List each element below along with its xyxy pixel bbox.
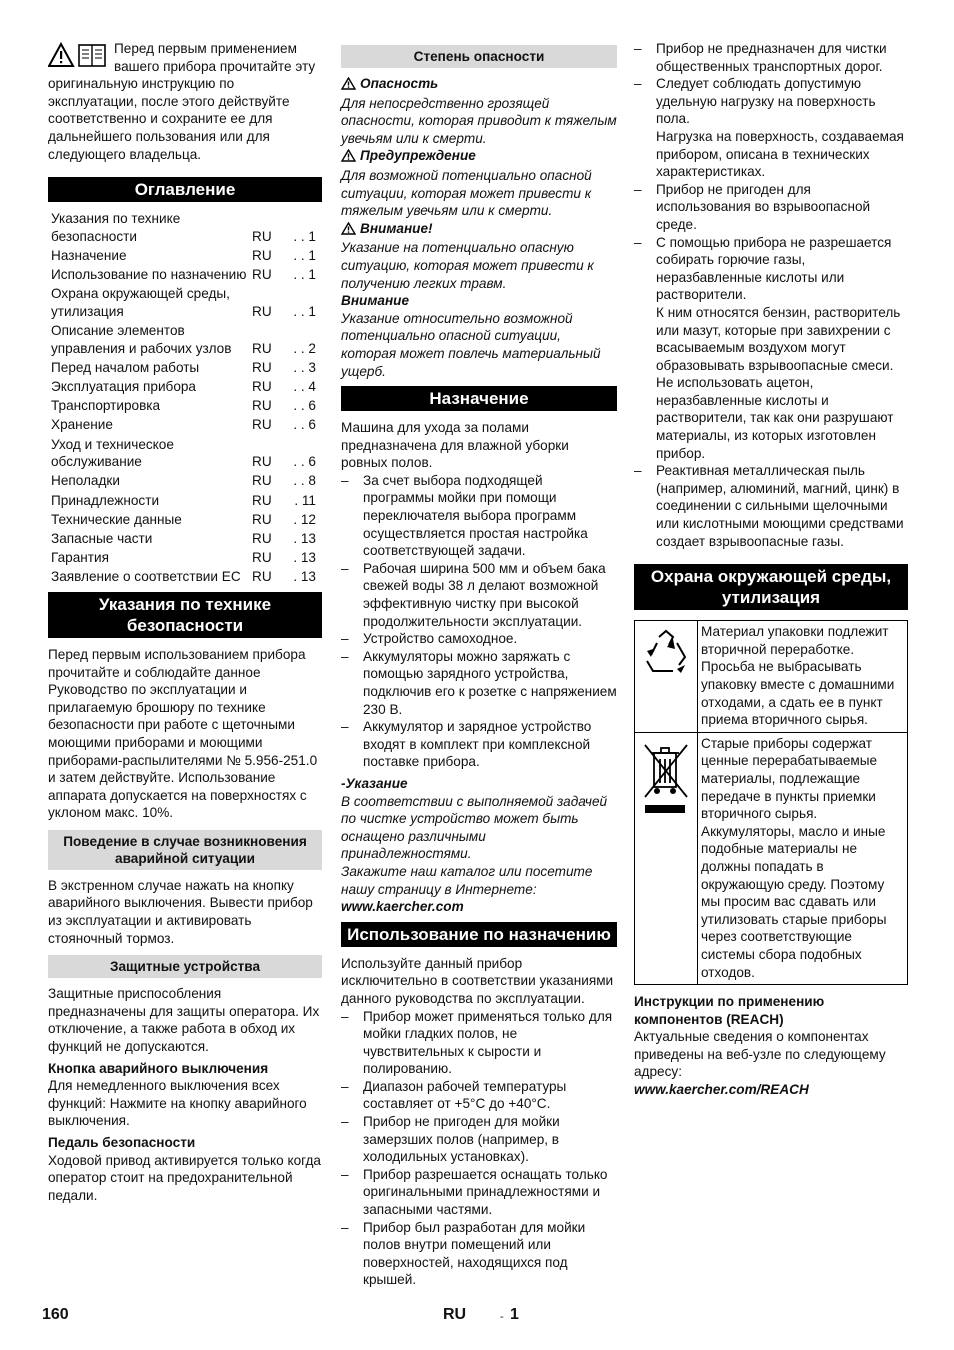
toc-page: . 12 xyxy=(293,511,316,527)
column-2 xyxy=(341,45,617,1289)
warning-triangle-icon xyxy=(341,222,356,235)
toc-lang: RU xyxy=(252,417,272,433)
page-number: 160 xyxy=(42,1306,69,1323)
warning-manual-icons xyxy=(48,42,108,73)
toc-lang: RU xyxy=(252,359,272,375)
toc-lang: RU xyxy=(252,228,272,244)
toc-title: Гарантия xyxy=(51,550,109,566)
toc-lang: RU xyxy=(252,492,272,508)
toc-page: . . 1 xyxy=(293,247,316,263)
toc-row[interactable] xyxy=(48,210,322,245)
toc-row[interactable] xyxy=(48,568,322,586)
purpose-note-text2: Закажите наш каталог или посетите нашу страницу в Интернете: xyxy=(341,863,593,897)
warning-book-icon xyxy=(48,42,108,68)
danger-text-3: Указание относительно возможной потенциально опасной ситуации, которая может повлечь материальный ущерб. xyxy=(341,310,601,379)
toc-row[interactable] xyxy=(48,378,322,396)
toc-page: . . 6 xyxy=(293,398,316,414)
estop-text: Для немедленного выключения всех функций: Нажмите на кнопку аварийного выключения. xyxy=(48,1078,307,1129)
toc-lang: RU xyxy=(252,454,272,470)
danger-text-1: Для возможной потенциально опасной ситуации, которая может привести к тяжелым увечьям или к смерти. xyxy=(341,167,592,219)
purpose-note-url[interactable]: www.kaercher.com xyxy=(341,899,464,915)
toc-title: Запасные части xyxy=(51,530,153,546)
devices-text: Старые приборы содержат ценные перерабатываемые материалы, подлежащие передаче в пункты приемки вторичного сырья. Аккумуляторы, масло и иные подобные материалы не должны попадать в окружающую среду. Поэтому мы просим вас сдавать или утилизовать старые приборы через соответствующие системы сбора подобных отходов. xyxy=(698,732,908,984)
toc-title: Охрана окружающей среды, утилизация xyxy=(51,286,230,319)
toc-lang: RU xyxy=(252,473,272,489)
toc-page: . . 1 xyxy=(293,303,316,319)
intro-block xyxy=(48,40,322,163)
toc-row[interactable] xyxy=(48,416,322,434)
toc-row[interactable] xyxy=(48,472,322,490)
crossed-bin-icon xyxy=(639,739,693,815)
toc-title: Использование по назначению xyxy=(51,267,247,283)
list-item: – Следует соблюдать допустимую удельную нагрузку на поверхность пола. Нагрузка на поверхность, создаваемая прибором, описана в технических характеристиках. xyxy=(634,75,908,181)
toc-row[interactable] xyxy=(48,530,322,548)
purpose-note-label: -Указание xyxy=(341,775,408,791)
safety-text: Перед первым использованием прибора прочитайте и соблюдайте данное Руководство по эксплуатации и прилагаемую брошюру по технике безопасности при работе с щеточными моющими приборами и моющими приборами-распылителями № 5.956-251.0 и затем действуйте. Использование аппарата допускается на поверхностях с уклоном макс. 10%. xyxy=(48,646,318,821)
list-item: – Прибор был разработан для мойки полов внутри помещений или поверхностей, находящихся под крышей. xyxy=(341,1219,617,1289)
footer-lang: RU xyxy=(443,1306,467,1323)
danger-heading: Степень опасности xyxy=(341,45,617,68)
recycle-icon xyxy=(639,627,693,681)
danger-label-3: Внимание xyxy=(341,293,410,309)
toc-title: Заявление о соответствии ЕС xyxy=(51,569,241,585)
danger-label-1: Предупреждение xyxy=(341,147,617,167)
toc-row[interactable] xyxy=(48,436,322,471)
warning-triangle-icon xyxy=(341,149,356,162)
list-item: – Прибор не пригоден для использования во взрывоопасной среде. xyxy=(634,181,908,234)
purpose-heading: Назначение xyxy=(341,386,617,411)
toc-row[interactable] xyxy=(48,322,322,357)
toc-page: . . 1 xyxy=(293,267,316,283)
column-3 xyxy=(634,40,908,1099)
footer-section-number: 1 xyxy=(510,1306,519,1323)
toc-page: . . 2 xyxy=(293,340,316,356)
reach-text: Актуальные сведения о компонентах приведены на веб-узле по следующему адресу: xyxy=(634,1029,886,1080)
list-item: – Прибор может применяться только для мойки гладких полов, не чувствительных к сырости и полированию. xyxy=(341,1008,617,1078)
toc-row[interactable] xyxy=(48,492,322,510)
toc-title: Технические данные xyxy=(51,511,182,527)
danger-label-2: Внимание! xyxy=(341,220,617,240)
toc-title: Назначение xyxy=(51,247,127,263)
environment-table xyxy=(634,620,908,985)
footer-separator: - xyxy=(500,1311,504,1323)
list-item: – Аккумуляторы можно заряжать с помощью зарядного устройства, подключив его к розетке с напряжением 230 В. xyxy=(341,648,617,718)
toc-page: . 13 xyxy=(293,569,316,585)
danger-text-2: Указание на потенциально опасную ситуацию, которая может привести к получению легких травм. xyxy=(341,240,594,291)
toc-title: Принадлежности xyxy=(51,492,160,508)
toc-title: Перед началом работы xyxy=(51,359,200,375)
column-1 xyxy=(48,40,322,1204)
list-item: – С помощью прибора не разрешается собирать горючие газы, неразбавленные кислоты или растворители. К ним относятся бензин, растворитель или мазут, которые при завихрении с всасываемым воздухом могут образовывать взрывоопасные смеси. Не использовать ацетон, неразбавленные кислоты и растворители, так как они разрушают материалы, из которых изготовлен прибор. xyxy=(634,234,908,463)
list-item: – За счет выбора подходящей программы мойки при помощи переключателя выбора программ осуществляется простая настройка соответствующей задачи. xyxy=(341,472,617,560)
toc-page: . . 3 xyxy=(293,359,316,375)
toc-title: Указания по технике безопасности xyxy=(51,211,181,244)
emergency-heading: Поведение в случае возникновения аварийной ситуации xyxy=(48,830,322,870)
toc-row[interactable] xyxy=(48,266,322,284)
reach-heading: Инструкции по применению компонентов (REACH) xyxy=(634,994,825,1027)
toc-lang: RU xyxy=(252,530,272,546)
toc-lang: RU xyxy=(252,550,272,566)
usage-text: Используйте данный прибор исключительно в соответствии указаниями данного руководства по эксплуатации. xyxy=(341,955,614,1006)
toc-row[interactable] xyxy=(48,511,322,529)
toc-title: Неполадки xyxy=(51,473,120,489)
toc-page: . . 8 xyxy=(293,473,316,489)
toc-title: Описание элементов управления и рабочих узлов xyxy=(51,323,232,356)
weee-icon-cell xyxy=(635,732,698,984)
purpose-text: Машина для ухода за полами предназначена для влажной уборки ровных полов. xyxy=(341,420,569,471)
toc-page: . . 1 xyxy=(293,228,316,244)
list-item: – Прибор не пригоден для мойки замерзших полов (например, в холодильных установках). xyxy=(341,1113,617,1166)
toc-row[interactable] xyxy=(48,285,322,320)
toc-row[interactable] xyxy=(48,397,322,415)
purpose-list xyxy=(341,472,617,771)
list-item: – Рабочая ширина 500 мм и объем бака свежей воды 38 л делают возможной эффективную чистку при высокой продолжительности эксплуатации. xyxy=(341,560,617,630)
list-item: – Аккумулятор и зарядное устройство входят в комплект при комплексной поставке прибора. xyxy=(341,718,617,771)
list-item: – Прибор не предназначен для чистки общественных транспортных дорог. xyxy=(634,40,908,75)
estop-heading: Кнопка аварийного выключения xyxy=(48,1060,269,1076)
list-item: – Устройство самоходное. xyxy=(341,630,617,648)
toc-row[interactable] xyxy=(48,359,322,377)
table-of-contents xyxy=(48,210,322,586)
toc-page: . 11 xyxy=(294,492,316,508)
pedal-text: Ходовой привод активируется только когда оператор стоит на предохранительной педали. xyxy=(48,1152,321,1203)
packaging-text: Материал упаковки подлежит вторичной переработке. Просьба не выбрасывать упаковку вместе с домашними отходами, а сдать ее в пункт приема вторичного сырья. xyxy=(698,621,908,733)
usage-heading: Использование по назначению xyxy=(341,922,617,947)
toc-lang: RU xyxy=(252,303,272,319)
toc-lang: RU xyxy=(252,398,272,414)
list-item: – Диапазон рабочей температуры составляет от +5°C до +40°C. xyxy=(341,1078,617,1113)
toc-heading: Оглавление xyxy=(48,177,322,202)
toc-lang: RU xyxy=(252,511,272,527)
toc-title: Хранение xyxy=(51,417,113,433)
toc-page: . . 6 xyxy=(293,417,316,433)
toc-page: . 13 xyxy=(293,550,316,566)
safety-heading: Указания по технике безопасности xyxy=(48,592,322,638)
toc-page: . . 6 xyxy=(293,454,316,470)
warning-triangle-icon xyxy=(341,77,356,90)
toc-page: . 13 xyxy=(293,530,316,546)
toc-lang: RU xyxy=(252,569,272,585)
list-item: – Прибор разрешается оснащать только оригинальными принадлежностями и запасными частями. xyxy=(341,1166,617,1219)
environment-heading: Охрана окружающей среды, утилизация xyxy=(634,564,908,610)
table-row xyxy=(635,732,908,984)
toc-title: Транспортировка xyxy=(51,398,161,414)
toc-row[interactable] xyxy=(48,549,322,567)
intro-text: Перед первым применением вашего прибора прочитайте эту оригинальную инструкцию по эксплуатации, после этого действуйте соответственно и сохраните ее для дальнейшего пользования или для следующего владельца. xyxy=(48,41,316,162)
toc-lang: RU xyxy=(252,340,272,356)
recycle-icon-cell xyxy=(635,621,698,733)
toc-title: Эксплуатация прибора xyxy=(51,379,196,395)
toc-page: . . 4 xyxy=(293,379,316,395)
protect-heading: Защитные устройства xyxy=(48,955,322,978)
pedal-heading: Педаль безопасности xyxy=(48,1135,196,1150)
toc-lang: RU xyxy=(252,379,272,395)
toc-title: Уход и техническое обслуживание xyxy=(51,436,174,470)
danger-text-0: Для непосредственно грозящей опасности, которая приводит к тяжелым увечьям или к смерти. xyxy=(341,95,617,146)
danger-label-0: Опасность xyxy=(341,75,617,95)
reach-url[interactable]: www.kaercher.com/REACH xyxy=(634,1082,809,1098)
usage-list xyxy=(341,1008,617,1290)
emergency-text: В экстренном случае нажать на кнопку аварийного выключения. Вывести прибор из эксплуатации и активировать стояночный тормоз. xyxy=(48,877,313,946)
purpose-note-text1: В соответствии с выполняемой задачей по чистке устройство может быть оснащено различными принадлежностями. xyxy=(341,793,608,862)
toc-row[interactable] xyxy=(48,247,322,265)
protect-text: Защитные приспособления предназначены для защиты оператора. Их отключение, а также работа в обход их функций не допускаются. xyxy=(48,986,320,1055)
toc-lang: RU xyxy=(252,247,272,263)
table-row xyxy=(635,621,908,733)
usage-list-continued xyxy=(634,40,908,550)
toc-lang: RU xyxy=(252,267,272,283)
list-item: – Реактивная металлическая пыль (например, алюминий, магний, цинк) в соединении с сильными щелочными или кислотными моющими средствами создает взрывоопасные газы. xyxy=(634,462,908,550)
